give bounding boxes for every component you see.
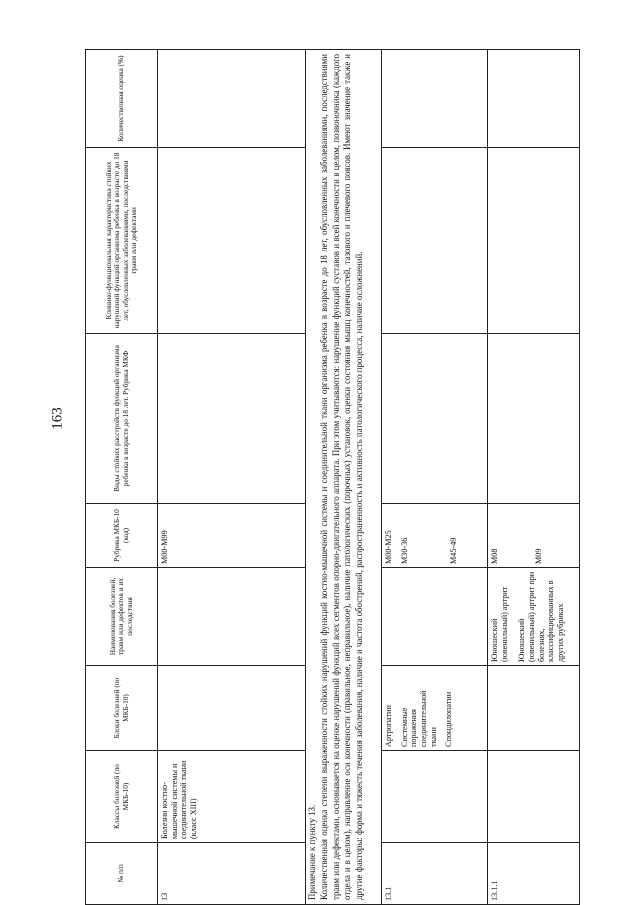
row13-1-1-characteristics [488,148,580,334]
code-item: M00-M25 [384,530,393,564]
header-codes: Рубрика МКБ-10 (код) [86,504,158,568]
header-blocks: Блоки болезней (по МКБ-10) [86,666,158,751]
row13-blocks [158,666,306,751]
header-diseases: Наименования болезней, травм или дефектов и их последствия [86,568,158,666]
table-row-13 [158,50,306,905]
row13-rating [158,50,306,148]
row13-1-1-classes [488,751,580,843]
header-row [86,50,158,905]
header-classes: Классы болезней (по МКБ-10) [86,751,158,843]
code-item: M09 [533,548,543,564]
row13-1-1-diseases [488,568,580,666]
code-item: M08 [490,548,499,564]
note-title: Примечание к пункту 13. [307,804,317,900]
row13-1-blocks [382,666,488,751]
note-cell [306,50,382,905]
note-row [306,50,382,905]
table-row-13-1-1 [488,50,580,905]
row13-1-1-rating [488,50,580,148]
rotated-table-wrapper [85,50,579,905]
row13-1-1-num: 13.1.1 [488,843,580,905]
row13-types [158,334,306,504]
row13-1-codes [382,504,488,568]
disability-criteria-table [85,49,580,905]
header-num: № п/п [86,843,158,905]
row13-classes: Болезни костно-мышечной системы и соединительной ткани (класс XIII) [158,751,306,843]
row13-1-1-types [488,334,580,504]
row13-1-num: 13.1 [382,843,488,905]
row13-diseases [158,568,306,666]
disease-item: Юношеский (ювенильный) артрит [490,586,509,662]
block-item: Системные поражения соединительной ткани [399,690,438,747]
note-text: Количественная оценка степени выраженности стойких нарушений функций костно-мышечной системы и соединительной ткани организма ребенка в возрасте до 18 лет, обусловленных заболеваниями, последствиями травм или дефектами, основывается на оценке нарушений функций всех сегментов опорно-двигательного аппарата. При этом учитываются: нарушение функций суставов и всей конечности в целом, позвоночника (каждого отдела и в целом), направление оси конечности (правильное, неправильное), наличие патологических (порочных) установок, оценки состояния мышц конечностей, тазового и плечевого поясов. Имеют значение также и другие факторы: форма и тяжесть течения заболевания, наличие и частота обострений, распространенность и активность патологического процесса, наличие осложнений. [318,54,364,900]
block-item: Спондилопатии [444,691,454,747]
disease-item: Юношеский (ювенильный) артрит при болезнях, классифицированных в других рубриках [517,571,566,662]
row13-codes: M00-M99 [158,504,306,568]
block-item: Артропатии [384,705,393,747]
row13-1-diseases [382,568,488,666]
row13-1-classes [382,751,488,843]
table-row-13-1 [382,50,488,905]
row13-1-characteristics [382,148,488,334]
code-item: M30-36 [399,537,409,564]
row13-num: 13 [158,843,306,905]
row13-1-types [382,334,488,504]
header-types: Виды стойких расстройств функций организма ребенка в возрасте до 18 лет. Рубрика МКФ [86,334,158,504]
page-number: 163 [49,407,66,430]
row13-1-1-codes [488,504,580,568]
row13-1-1-blocks [488,666,580,751]
header-rating: Количественная оценка (%) [86,50,158,148]
code-item: M45-49 [449,537,459,564]
row13-1-rating [382,50,488,148]
row13-characteristics [158,148,306,334]
header-characteristics: Клинико-функциональная характеристика стойких нарушений функций организма ребенка в возрасте до 18 лет, обусловленных заболеваниями, последствиями травм или дефектами [86,148,158,334]
